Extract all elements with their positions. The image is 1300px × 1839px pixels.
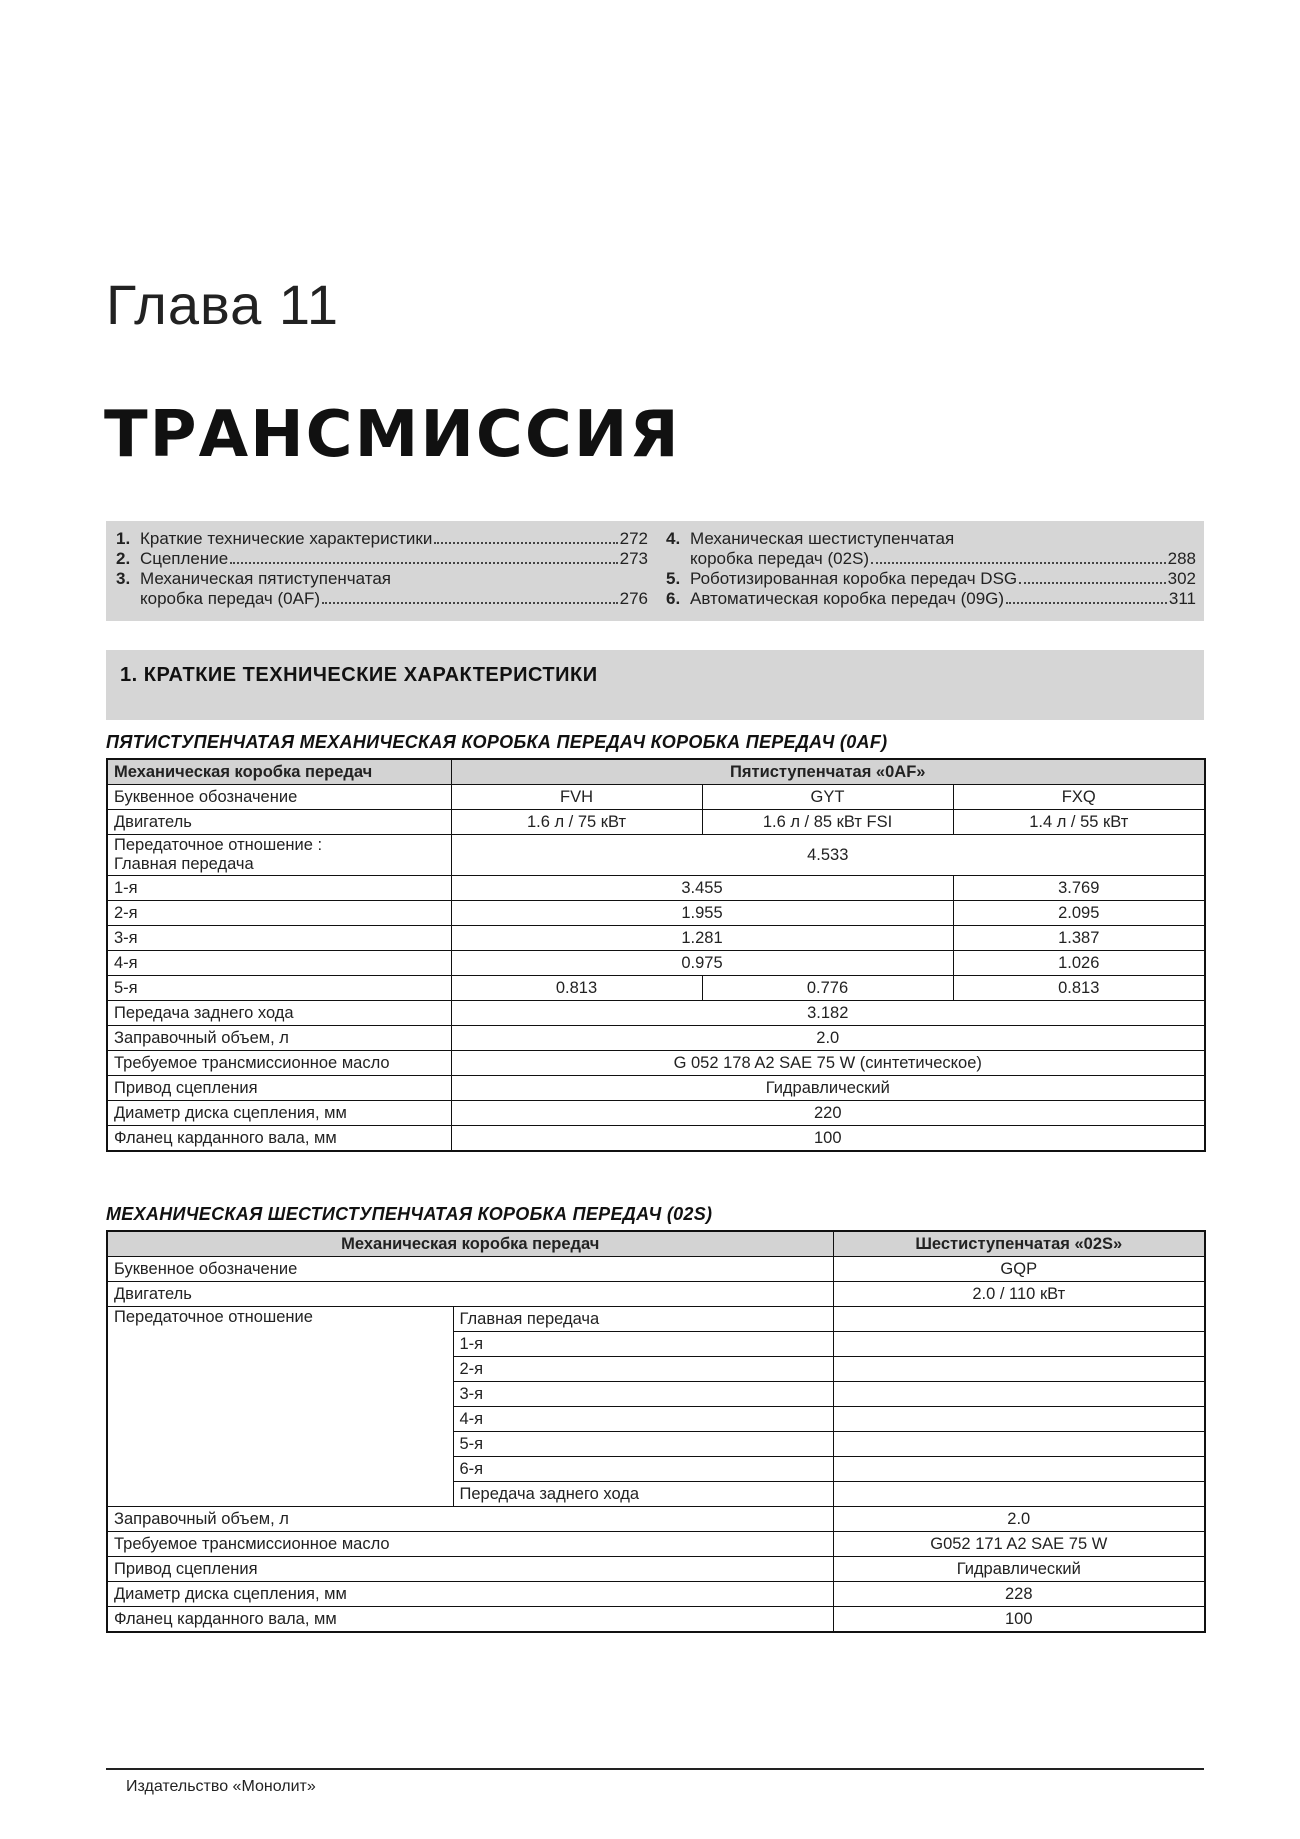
toc-page-number: 288: [1167, 549, 1196, 568]
cell-value: 2.0: [451, 1026, 1205, 1051]
toc-item-label: коробка передач (02S): [690, 549, 870, 568]
toc-column-right: [666, 529, 1196, 609]
table-row: [107, 901, 1205, 926]
toc-item-label: Автоматическая коробка передач (09G): [690, 589, 1005, 608]
toc-item[interactable]: [666, 569, 1196, 589]
toc-leader-dots: [871, 549, 1166, 564]
cell-value-empty: [833, 1382, 1205, 1407]
cell-value: 0.975: [451, 951, 953, 976]
toc-item-number: 2.: [116, 549, 131, 568]
table2-title: МЕХАНИЧЕСКАЯ ШЕСТИСТУПЕНЧАТАЯ КОРОБКА ПЕРЕДАЧ (02S): [106, 1204, 713, 1224]
table1-title: ПЯТИСТУПЕНЧАТАЯ МЕХАНИЧЕСКАЯ КОРОБКА ПЕРЕДАЧ КОРОБКА ПЕРЕДАЧ (0AF): [106, 732, 888, 752]
chapter-number: Глава 11: [106, 273, 339, 336]
table-row: [107, 1076, 1205, 1101]
row-label: Привод сцепления: [107, 1557, 833, 1582]
toc-item-number: 1.: [116, 529, 131, 548]
row-label: Требуемое трансмиссионное масло: [107, 1051, 451, 1076]
table2-header-right: Шестиступенчатая «02S»: [833, 1231, 1205, 1257]
table-row: [107, 1101, 1205, 1126]
table1-0af-specs: [106, 758, 1206, 1152]
section-heading-text: 1. КРАТКИЕ ТЕХНИЧЕСКИЕ ХАРАКТЕРИСТИКИ: [120, 664, 598, 686]
cell-value-empty: [833, 1407, 1205, 1432]
toc-item-number: 5.: [666, 569, 681, 588]
row-label: Буквенное обозначение: [107, 1257, 833, 1282]
row-label: Буквенное обозначение: [107, 785, 451, 810]
table-row: [107, 1001, 1205, 1026]
table-row: [107, 951, 1205, 976]
row-label: Двигатель: [107, 1282, 833, 1307]
cell-value: 0.813: [451, 976, 702, 1001]
table-row: [107, 1532, 1205, 1557]
table-row: [107, 759, 1205, 785]
cell-value: 100: [833, 1607, 1205, 1633]
table-row: [107, 1257, 1205, 1282]
toc-item[interactable]: [116, 569, 648, 609]
cell-value: FVH: [451, 785, 702, 810]
table-row: [107, 1051, 1205, 1076]
toc-leader-dots: [434, 529, 617, 544]
cell-value: 2.0: [833, 1507, 1205, 1532]
toc-item[interactable]: [116, 549, 648, 569]
ratio-sub-label: Передача заднего хода: [453, 1482, 833, 1507]
row-label: Диаметр диска сцепления, мм: [107, 1101, 451, 1126]
ratio-sub-label: 6-я: [453, 1457, 833, 1482]
publisher-footer: Издательство «Монолит»: [126, 1778, 316, 1795]
footer-divider: [106, 1768, 1204, 1770]
ratio-sub-label: 4-я: [453, 1407, 833, 1432]
table-row: [107, 1126, 1205, 1152]
toc-item-label: Механическая шестиступенчатая: [690, 529, 955, 548]
table-row: [107, 1282, 1205, 1307]
table-row: [107, 785, 1205, 810]
toc-leader-dots: [1006, 589, 1167, 604]
cell-value: 3.455: [451, 876, 953, 901]
toc-item[interactable]: [666, 589, 1196, 609]
row-label: Передаточное отношение : Главная передача: [107, 835, 451, 876]
ratio-sub-label: 5-я: [453, 1432, 833, 1457]
row-label: Заправочный объем, л: [107, 1026, 451, 1051]
toc-item-number: 4.: [666, 529, 681, 548]
row-label: 3-я: [107, 926, 451, 951]
toc-item[interactable]: [666, 529, 1196, 569]
cell-value-empty: [833, 1432, 1205, 1457]
table-row: [107, 1231, 1205, 1257]
table-row: [107, 810, 1205, 835]
cell-value: 1.6 л / 85 кВт FSI: [702, 810, 953, 835]
toc-page-number: 311: [1168, 589, 1196, 608]
cell-value: 4.533: [451, 835, 1205, 876]
table-row: [107, 1557, 1205, 1582]
row-label: Фланец карданного вала, мм: [107, 1607, 833, 1633]
cell-value: 2.0 / 110 кВт: [833, 1282, 1205, 1307]
cell-value-empty: [833, 1332, 1205, 1357]
cell-value-empty: [833, 1357, 1205, 1382]
table2-02s-specs: [106, 1230, 1206, 1633]
cell-value: 1.387: [953, 926, 1205, 951]
cell-value: 1.6 л / 75 кВт: [451, 810, 702, 835]
cell-value: 0.776: [702, 976, 953, 1001]
toc-item-label: коробка передач (0AF): [140, 589, 320, 608]
toc-item-label: Сцепление: [140, 549, 229, 568]
cell-value-empty: [833, 1307, 1205, 1332]
table-row: [107, 835, 1205, 876]
chapter-title: ТРАНСМИССИЯ: [104, 398, 681, 472]
row-label: Двигатель: [107, 810, 451, 835]
cell-value: 3.182: [451, 1001, 1205, 1026]
table-row: [107, 876, 1205, 901]
ratio-sub-label: Главная передача: [453, 1307, 833, 1332]
table-row: [107, 1026, 1205, 1051]
row-label: 5-я: [107, 976, 451, 1001]
toc-item-number: 3.: [116, 569, 131, 588]
cell-value: Гидравлический: [451, 1076, 1205, 1101]
toc-leader-dots: [1019, 569, 1165, 584]
row-label: Диаметр диска сцепления, мм: [107, 1582, 833, 1607]
table-row: [107, 1307, 1205, 1332]
cell-value: G052 171 A2 SAE 75 W: [833, 1532, 1205, 1557]
ratio-sub-label: 3-я: [453, 1382, 833, 1407]
cell-value: 220: [451, 1101, 1205, 1126]
cell-value: 1.281: [451, 926, 953, 951]
cell-value: FXQ: [953, 785, 1205, 810]
toc-item-label: Механическая пятиступенчатая: [140, 569, 391, 588]
cell-value: 0.813: [953, 976, 1205, 1001]
table-row: [107, 926, 1205, 951]
toc-column-left: [116, 529, 648, 609]
toc-item-label: Краткие технические характеристики: [140, 529, 433, 548]
cell-value: 1.026: [953, 951, 1205, 976]
cell-value: 100: [451, 1126, 1205, 1152]
cell-value: 1.955: [451, 901, 953, 926]
cell-value: G 052 178 A2 SAE 75 W (синтетическое): [451, 1051, 1205, 1076]
section-heading: [106, 650, 1204, 720]
ratio-sub-label: 2-я: [453, 1357, 833, 1382]
cell-value-empty: [833, 1482, 1205, 1507]
row-label: 4-я: [107, 951, 451, 976]
row-label: Привод сцепления: [107, 1076, 451, 1101]
table-row: [107, 1607, 1205, 1633]
cell-value: 3.769: [953, 876, 1205, 901]
cell-value: 2.095: [953, 901, 1205, 926]
cell-value: 228: [833, 1582, 1205, 1607]
table2-header-left: Механическая коробка передач: [107, 1231, 833, 1257]
table-of-contents: [106, 521, 1204, 621]
table-row: [107, 1507, 1205, 1532]
toc-page-number: 302: [1167, 569, 1196, 588]
row-label: 1-я: [107, 876, 451, 901]
row-label: Заправочный объем, л: [107, 1507, 833, 1532]
cell-value: GQP: [833, 1257, 1205, 1282]
toc-leader-dots: [322, 589, 618, 604]
table1-header-right: Пятиступенчатая «0AF»: [451, 759, 1205, 785]
toc-page-number: 273: [619, 549, 648, 568]
toc-page-number: 276: [619, 589, 648, 608]
row-label: 2-я: [107, 901, 451, 926]
row-label: Требуемое трансмиссионное масло: [107, 1532, 833, 1557]
cell-value: 1.4 л / 55 кВт: [953, 810, 1205, 835]
toc-item-number: 6.: [666, 589, 681, 608]
table-row: [107, 1582, 1205, 1607]
ratio-group-label: Передаточное отношение: [107, 1307, 453, 1507]
row-label: Передача заднего хода: [107, 1001, 451, 1026]
toc-leader-dots: [230, 549, 617, 564]
table1-header-left: Механическая коробка передач: [107, 759, 451, 785]
toc-page-number: 272: [619, 529, 648, 548]
toc-item-label: Роботизированная коробка передач DSG: [690, 569, 1018, 588]
table-row: [107, 976, 1205, 1001]
cell-value-empty: [833, 1457, 1205, 1482]
toc-item[interactable]: [116, 529, 648, 549]
row-label: Фланец карданного вала, мм: [107, 1126, 451, 1152]
cell-value: GYT: [702, 785, 953, 810]
ratio-sub-label: 1-я: [453, 1332, 833, 1357]
cell-value: Гидравлический: [833, 1557, 1205, 1582]
